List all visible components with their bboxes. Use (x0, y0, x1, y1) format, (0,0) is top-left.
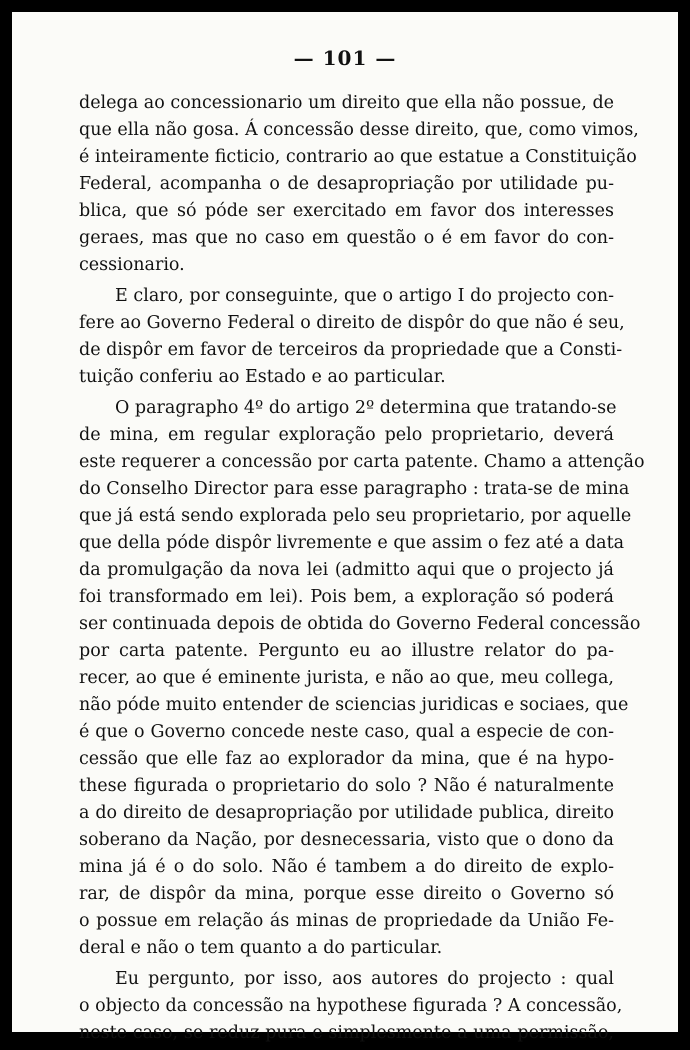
text-line: que della póde dispôr livremente e que assim o fez até a data (79, 533, 625, 553)
body-text (79, 90, 645, 1047)
text-line: é que o Governo concede neste caso, qual a especie de con- (79, 722, 614, 742)
text-line: recer, ao que é eminente jurista, e não ao que, meu collega, (79, 668, 614, 688)
text-line: o possue em relação ás minas de propriedade da União Fe- (79, 911, 614, 931)
text-line: que já está sendo explorada pelo seu proprietario, por aquelle (79, 506, 632, 526)
text-line: O paragrapho 4º do artigo 2º determina que tratando-se (115, 398, 617, 418)
text-line: este requerer a concessão por carta patente. Chamo a attenção (79, 452, 645, 472)
text-line: delega ao concessionario um direito que ella não possue, de (79, 93, 614, 113)
text-line: Federal, acompanha o de desapropriação por utilidade pu- (79, 174, 614, 194)
text-line: de dispôr em favor de terceiros da propriedade que a Consti- (79, 340, 623, 360)
text-line: ser continuada depois de obtida do Governo Federal concessão (79, 614, 641, 634)
text-line: de mina, em regular exploração pelo proprietario, deverá (79, 425, 614, 445)
text-line: o objecto da concessão na hypothese figurada ? A concessão, (79, 996, 623, 1016)
text-line: mina já é o do solo. Não é tambem a do direito de explo- (79, 857, 614, 877)
text-line: cessão que elle faz ao explorador da mina, que é na hypo- (79, 749, 614, 769)
text-line: soberano da Nação, por desnecessaria, visto que o dono da (79, 830, 614, 850)
text-line: é inteiramente ficticio, contrario ao que estatue a Constituição (79, 147, 637, 167)
text-line: tuição conferiu ao Estado e ao particular. (79, 367, 446, 387)
text-line: foi transformado em lei). Pois bem, a exploração só poderá (79, 587, 614, 607)
text-line: cessionario. (79, 255, 185, 275)
text-line: neste caso, se reduz pura e simplesmente a uma permissão, (79, 1023, 614, 1043)
text-line: fere ao Governo Federal o direito de dispôr do que não é seu, (79, 313, 625, 333)
text-line: rar, de dispôr da mina, porque esse direito o Governo só (79, 884, 614, 904)
text-line: blica, que só póde ser exercitado em favor dos interesses (79, 201, 614, 221)
text-line: a do direito de desapropriação por utilidade publica, direito (79, 803, 614, 823)
text-line: por carta patente. Pergunto eu ao illustre relator do pa- (79, 641, 614, 661)
text-line: Eu pergunto, por isso, aos autores do projecto : qual (115, 969, 614, 989)
text-line: deral e não o tem quanto a do particular. (79, 938, 443, 958)
document-page (12, 12, 678, 1043)
page-number: — 101 — (293, 46, 397, 70)
text-line: these figurada o proprietario do solo ? Não é naturalmente (79, 776, 614, 796)
text-line: geraes, mas que no caso em questão o é em favor do con- (79, 228, 614, 248)
text-line: que ella não gosa. Á concessão desse direito, que, como vimos, (79, 120, 639, 140)
text-line: E claro, por conseguinte, que o artigo I do projecto con- (115, 286, 614, 306)
text-line: do Conselho Director para esse paragrapho : trata-se de mina (79, 479, 630, 499)
text-line: da promulgação da nova lei (admitto aqui que o projecto já (79, 560, 614, 580)
text-line: não póde muito entender de sciencias juridicas e sociaes, que (79, 695, 629, 715)
